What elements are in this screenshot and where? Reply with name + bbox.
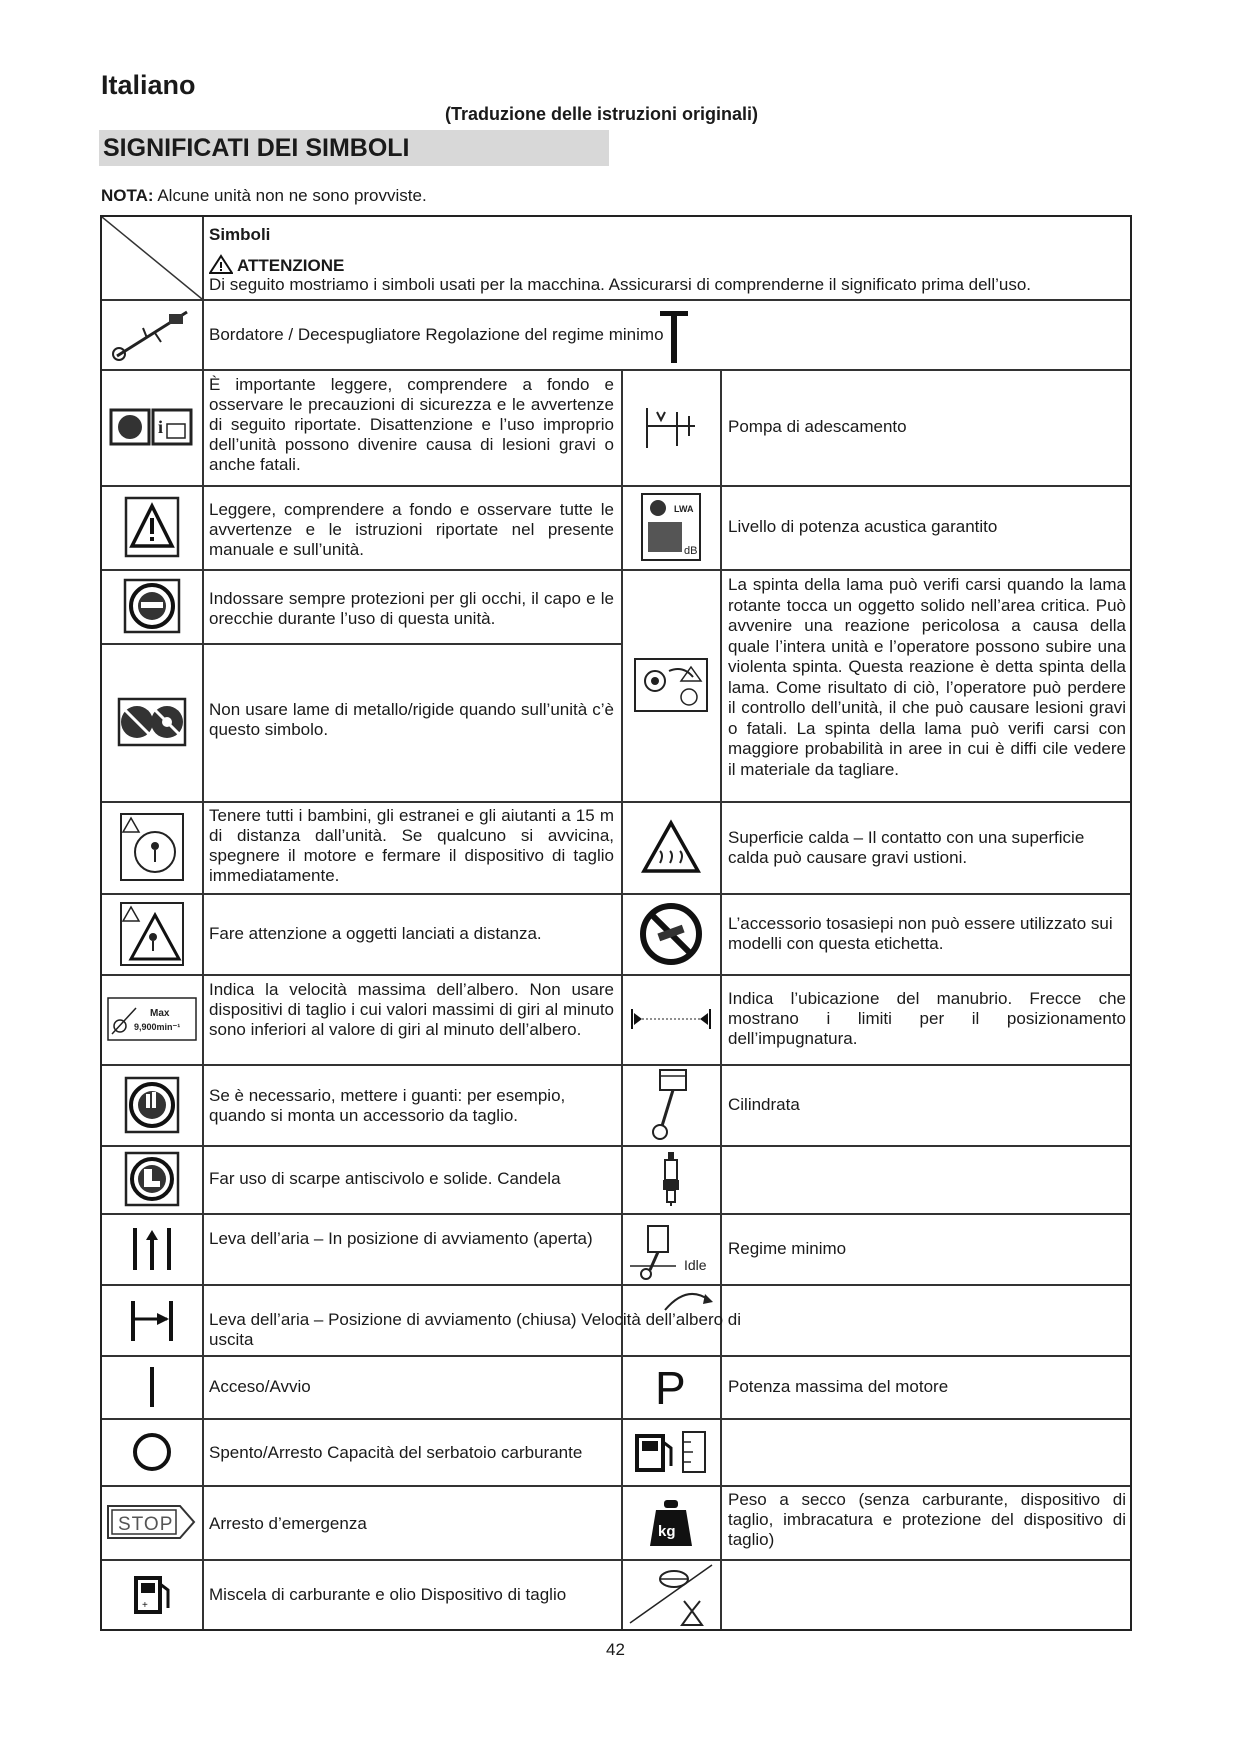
thrown-objects-text: Fare attenzione a oggetti lanciati a distanza. [209, 924, 542, 943]
choke-open-icon [102, 1213, 202, 1284]
primer-icon [621, 369, 720, 485]
row-divider [102, 1559, 1130, 1561]
power-text: Potenza massima del motore [728, 1377, 949, 1396]
row-divider [102, 801, 1130, 803]
idle-adjust-icon [654, 303, 694, 367]
displacement-text: Cilindrata [728, 1095, 800, 1114]
shaft-speed-icon [654, 1284, 720, 1318]
idle-text: Regime minimo [728, 1239, 847, 1258]
on-text: Acceso/Avvio [209, 1377, 311, 1396]
gloves-text: Se è necessario, mettere i guanti: per esempio, quando si monta un accessorio da taglio. [209, 1086, 566, 1125]
protection-text: Indossare sempre protezioni per gli occhi, il capo e le orecchie durante l’uso di questa unità. [209, 589, 614, 628]
db-label: dB [683, 545, 697, 557]
row-divider [102, 569, 1130, 571]
trimmer-icon [102, 299, 202, 369]
off-text: Spento/Arresto Capacità del serbatoio carburante [209, 1443, 583, 1462]
spark-plug-icon [621, 1145, 720, 1213]
header-diagonal [102, 217, 202, 299]
safety-shoes-icon [102, 1145, 202, 1213]
kickback-text: La spinta della lama può verifi carsi quando la lama rotante tocca un oggetto solido nell’area critica. Può avvenire una reazione pericolosa a causa della quale l’intera unità e l’operatore possono subire una violenta spinta. Questa reazione è detta spinta della lama. Come risultato di ciò, l’operatore può perdere il controllo dell’unità, il che può causare lesioni gravi o fatali. La spinta della lama può verifi carsi con maggiore probabilità in aree in cui è diffi cile vedere il materiale da tagliare. [728, 575, 1126, 779]
idle-icon [621, 1213, 720, 1284]
row-divider [102, 1064, 1130, 1066]
row-divider [102, 893, 1130, 895]
warning-label: ATTENZIONE [237, 256, 345, 275]
warning-text: Di seguito mostriamo i simboli usati per la macchina. Assicurarsi di comprenderne il significato prima dell’uso. [209, 275, 1032, 294]
kickback-icon [621, 569, 720, 801]
translation-subtitle: (Traduzione delle istruzioni originali) [445, 104, 759, 124]
idle-label: Idle [683, 1256, 707, 1273]
read-manual-text: È importante leggere, comprendere a fondo e osservare le precauzioni di sicurezza e le avvertenze di seguito riportate. Disattenzione e l’uso improprio dell’unità possono divenire causa di lesioni gravi o anche fatali. [209, 375, 614, 474]
choke-closed-text: Leva dell’aria – Posizione di avviamento (chiusa) Velocità dell’albero di uscita [209, 1310, 742, 1349]
section-title: SIGNIFICATI DEI SIMBOLI [99, 130, 609, 166]
stop-text: Arresto d’emergenza [209, 1514, 367, 1533]
dry-weight-icon [621, 1485, 720, 1559]
power-p-label: P [654, 1361, 686, 1412]
distance-text: Tenere tutti i bambini, gli estranei e gli aiutanti a 15 m di distanza dall’unità. Se qualcuno si avvicina, spegnere il motore e fermare il dispositivo di taglio immediatamente. [209, 806, 614, 885]
off-stop-icon [102, 1418, 202, 1485]
choke-closed-icon [102, 1284, 202, 1355]
kg-label: kg [657, 1523, 676, 1540]
read-manual-icon [102, 369, 202, 485]
warning-heading [209, 254, 344, 276]
row-divider [102, 485, 1130, 487]
noise-level-icon [621, 485, 720, 569]
row-divider [102, 369, 1130, 371]
row-divider [102, 1418, 1130, 1420]
stop-label: STOP [118, 1514, 174, 1535]
hot-surface-text: Superficie calda – Il contatto con una superficie calda può causare gravi ustioni. [728, 828, 1085, 867]
cylinder-icon [621, 1064, 720, 1145]
shoes-text: Far uso di scarpe antiscivolo e solide. Candela [209, 1169, 561, 1188]
language-heading: Italiano [101, 70, 196, 100]
warning-row-text: Leggere, comprendere a fondo e osservare tutte le avvertenze e le istruzioni riportate nel presente manuale e sull’unità. [209, 500, 614, 559]
fuel-mix-icon [102, 1559, 202, 1629]
row-divider [102, 1284, 1130, 1286]
row-divider [102, 299, 1130, 301]
hedge-text: L’accessorio tosasiepi non può essere utilizzato sui modelli con questa etichetta. [728, 914, 1113, 953]
handle-position-icon [621, 974, 720, 1064]
svg-text:+: + [142, 1600, 148, 1611]
note-text: Alcune unità non ne sono provviste. [153, 186, 427, 205]
no-metal-blade-icon [102, 643, 202, 801]
no-metal-text: Non usare lame di metallo/rigide quando sull’unità c’è questo simbolo. [209, 700, 614, 739]
thrown-objects-icon [102, 893, 202, 974]
fuel-capacity-icon [621, 1418, 720, 1485]
primer-text: Pompa di adescamento [728, 417, 907, 436]
power-icon [621, 1355, 720, 1418]
svg-text:i: i [158, 417, 164, 437]
protective-gear-icon [102, 569, 202, 643]
note-label: NOTA: [101, 186, 154, 205]
max-label: Max [150, 1008, 170, 1019]
header-title: Simboli [209, 225, 271, 244]
row-divider [102, 1355, 1130, 1357]
weight-text: Peso a secco (senza carburante, dispositivo di taglio, imbracatura e protezione del dispositivo di taglio) [728, 1490, 1126, 1549]
noise-text: Livello di potenza acustica garantito [728, 517, 998, 536]
emergency-stop-icon [102, 1485, 202, 1559]
no-hedge-trimmer-icon [621, 893, 720, 974]
warning-icon [209, 254, 233, 274]
hot-surface-icon [621, 801, 720, 893]
cutting-device-icon [621, 1559, 720, 1629]
rpm-label: 9,900min⁻¹ [134, 1022, 181, 1032]
keep-distance-icon [102, 801, 202, 893]
row-divider [102, 1485, 1130, 1487]
warning-triangle-icon [102, 485, 202, 569]
handle-text: Indica l’ubicazione del manubrio. Frecce che mostrano i limiti per il posizionamento dell’impugnatura. [728, 989, 1126, 1048]
trimmer-text: Bordatore / Decespugliatore Regolazione del regime minimo [209, 325, 664, 344]
choke-open-text: Leva dell’aria – In posizione di avviamento (aperta) [209, 1229, 593, 1248]
gloves-icon [102, 1064, 202, 1145]
speed-text: Indica la velocità massima dell’albero. Non usare dispositivi di taglio i cui valori massimi di giri al minuto sono inferiori al valore di giri al minuto dell’albero. [209, 980, 614, 1039]
symbols-table [100, 215, 1132, 1631]
col-divider [720, 369, 722, 1629]
on-start-icon [102, 1355, 202, 1418]
page-number: 42 [606, 1640, 625, 1659]
row-divider [102, 1145, 1130, 1147]
fuel-mix-text: Miscela di carburante e olio Dispositivo di taglio [209, 1585, 567, 1604]
lwa-label: LWA [673, 504, 693, 514]
max-speed-icon [102, 974, 202, 1064]
row-divider [102, 1213, 1130, 1215]
note [101, 186, 427, 206]
row-divider [102, 974, 1130, 976]
